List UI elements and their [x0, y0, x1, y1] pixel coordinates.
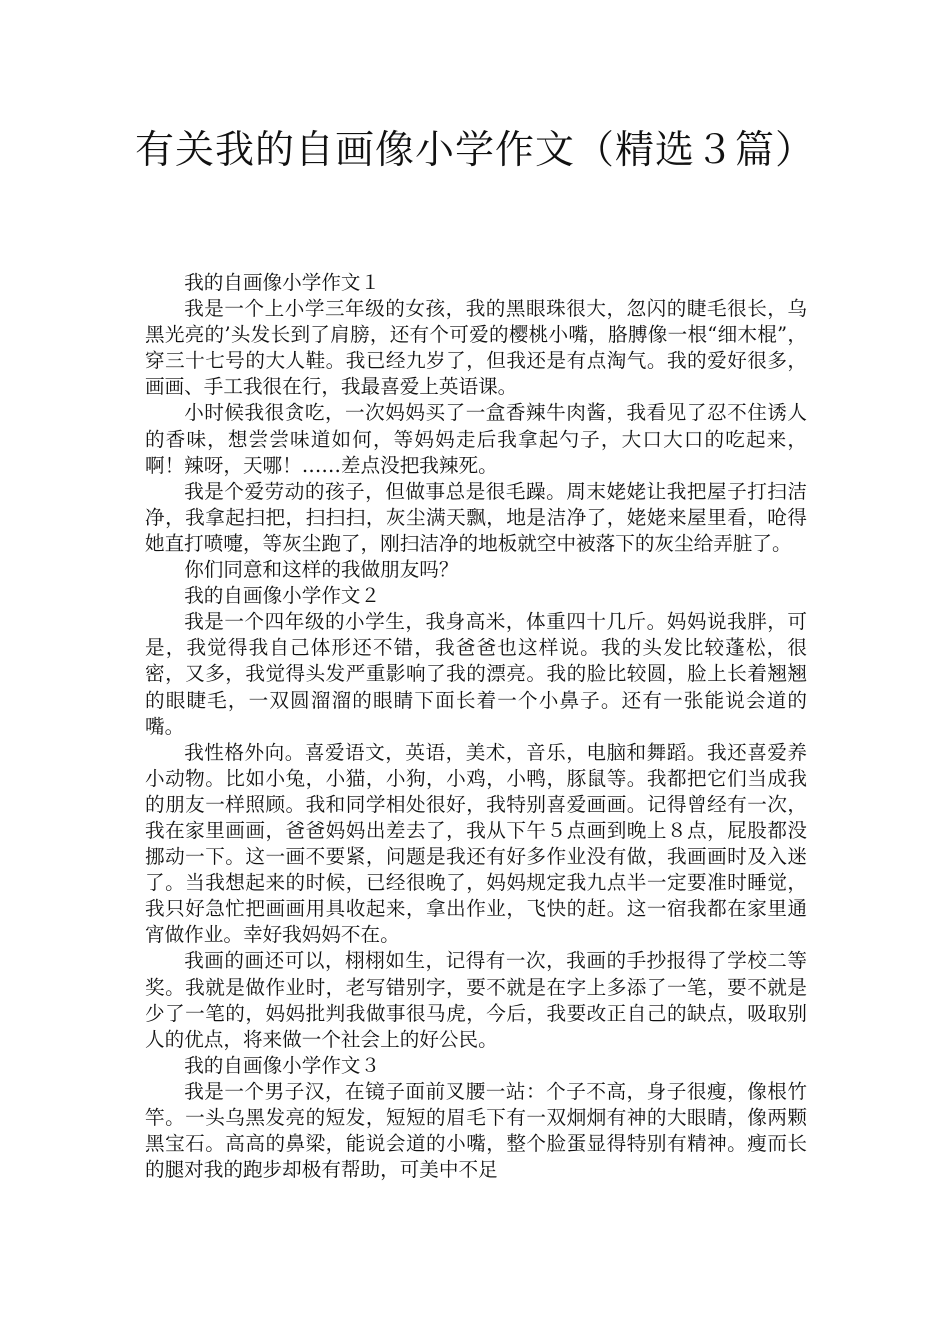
document-body: [145, 270, 807, 1183]
body-paragraph: 我画的画还可以，栩栩如生，记得有一次，我画的手抄报得了学校二等奖。我就是做作业时，老写错别字，要不就是在字上多添了一笔，要不就是少了一笔的，妈妈批判我做事很马虎，今后，我要改正自己的缺点，吸取别人的优点，将来做一个社会上的好公民。: [145, 949, 807, 1051]
body-paragraph: 我是一个男子汉，在镜子面前叉腰一站：个子不高，身子很瘦，像根竹竿。一头乌黑发亮的短发，短短的眉毛下有一双炯炯有神的大眼睛，像两颗黑宝石。高高的鼻梁，能说会道的小嘴，整个脸蛋显得特别有精神。瘦而长的腿对我的跑步却极有帮助，可美中不足: [145, 1079, 807, 1182]
essay-heading-1: 我的自画像小学作文１: [184, 271, 381, 294]
essay-heading-3: 我的自画像小学作文３: [184, 1053, 381, 1077]
essay-heading-2: 我的自画像小学作文２: [184, 584, 381, 608]
body-paragraph: 小时候我很贪吃，一次妈妈买了一盒香辣牛肉酱，我看见了忍不住诱人的香味，想尝尝味道如何，等妈妈走后我拿起勺子，大口大口的吃起来，啊！辣呀，天哪！……差点没把我辣死。: [145, 401, 807, 477]
body-paragraph: 我是一个四年级的小学生，我身高米，体重四十几斤。妈妈说我胖，可是，我觉得我自己体形还不错，我爸爸也这样说。我的头发比较蓬松，很密，又多，我觉得头发严重影响了我的漂亮。我的脸比较圆，脸上长着翘翘的眼睫毛，一双圆溜溜的眼睛下面长着一个小鼻子。还有一张能说会道的嘴。: [145, 610, 807, 738]
body-paragraph: 你们同意和这样的我做朋友吗？: [184, 558, 459, 582]
document-title: 有关我的自画像小学作文（精选３篇）: [134, 128, 815, 173]
body-paragraph: 我性格外向。喜爱语文，英语，美术，音乐，电脑和舞蹈。我还喜爱养小动物。比如小兔，小猫，小狗，小鸡，小鸭，豚鼠等。我都把它们当成我的朋友一样照顾。我和同学相处很好，我特别喜爱画画。记得曾经有一次，我在家里画画，爸爸妈妈出差去了，我从下午５点画到晚上８点，屁股都没挪动一下。这一画不要紧，问题是我还有好多作业没有做，我画画时及入迷了。当我想起来的时候，已经很晚了，妈妈规定我九点半一定要准时睡觉，我只好急忙把画画用具收起来，拿出作业，飞快的赶。这一宿我都在家里通宵做作业。幸好我妈妈不在。: [145, 740, 807, 947]
body-paragraph: 我是一个上小学三年级的女孩，我的黑眼珠很大，忽闪的睫毛很长，乌黑光亮的’头发长到了肩膀，还有个可爱的樱桃小嘴，胳膊像一根“细木棍”，穿三十七号的大人鞋。我已经九岁了，但我还是有点淘气。我的爱好很多，画画、手工我很在行，我最喜爱上英语课。: [145, 297, 807, 399]
body-paragraph: 我是个爱劳动的孩子，但做事总是很毛躁。周末姥姥让我把屋子打扫洁净，我拿起扫把，扫扫扫，灰尘满天飘，地是洁净了，姥姥来屋里看，呛得她直打喷嚏，等灰尘跑了，刚扫洁净的地板就空中被落下的灰尘给弄脏了。: [145, 479, 807, 555]
